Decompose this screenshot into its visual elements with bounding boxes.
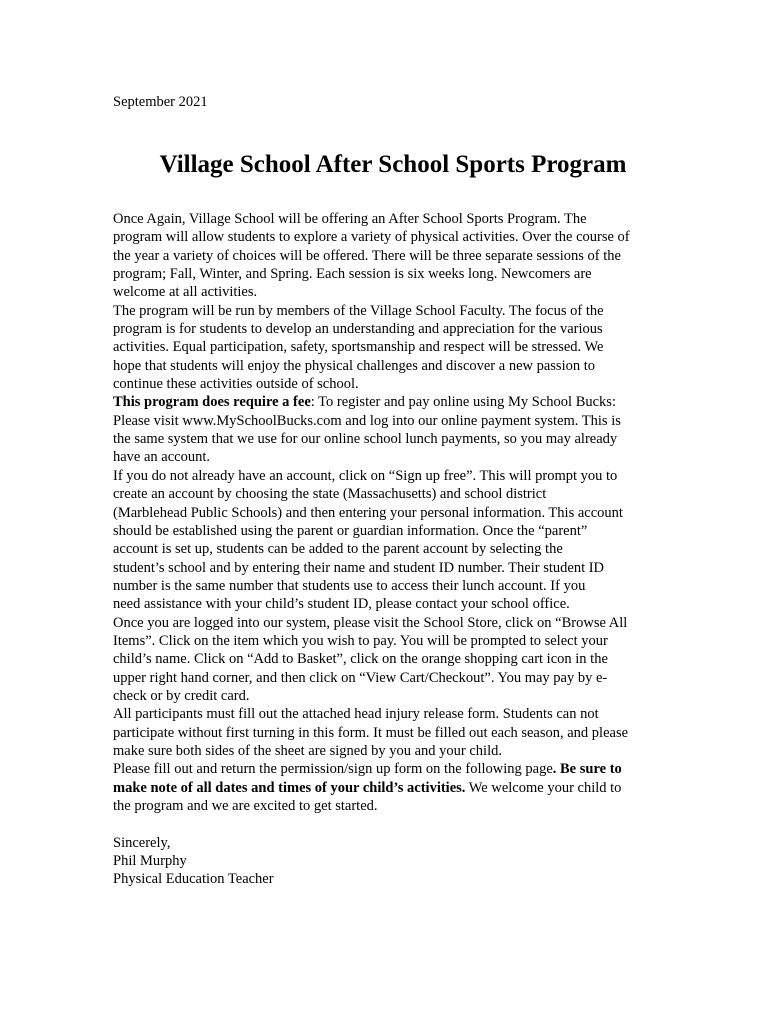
signer-title: Physical Education Teacher bbox=[113, 871, 274, 888]
text-line: upper right hand corner, and then click on “View Cart/Checkout”. You may pay by e- bbox=[113, 669, 608, 686]
text-line: Please visit www.MySchoolBucks.com and log into our online payment system. This is bbox=[113, 412, 621, 429]
paragraph-gap bbox=[113, 815, 673, 833]
paragraph-intro bbox=[113, 210, 673, 302]
text-line: program will allow students to explore a variety of physical activities. Over the course of bbox=[113, 229, 630, 246]
fee-instructions: : To register and pay online using My School Bucks: bbox=[310, 394, 616, 411]
paragraph-head-injury-form bbox=[113, 705, 673, 760]
fee-notice: This program does require a fee bbox=[113, 394, 311, 411]
permission-instructions: Please fill out and return the permission/sign up form on the following page bbox=[113, 761, 553, 778]
dates-reminder: make note of all dates and times of your child’s activities. bbox=[113, 779, 466, 796]
text-line: account is set up, students can be added to the parent account by selecting the bbox=[113, 541, 563, 558]
text-line bbox=[113, 760, 673, 778]
text-line: student’s school and by entering their name and student ID number. Their student ID bbox=[113, 559, 605, 576]
text-line: make sure both sides of the sheet are signed by you and your child. bbox=[113, 742, 502, 759]
text-line: the same system that we use for our online school lunch payments, so you may already bbox=[113, 431, 618, 448]
text-line: the program and we are excited to get started. bbox=[113, 798, 378, 814]
letter-title: Village School After School Sports Program bbox=[159, 151, 627, 178]
welcome-text: We welcome your child to bbox=[465, 779, 622, 796]
text-line: activities. Equal participation, safety, sportsmanship and respect will be stressed. We bbox=[113, 339, 604, 356]
paragraph-program-focus bbox=[113, 302, 673, 394]
paragraph-permission-form bbox=[113, 760, 673, 815]
signer-name: Phil Murphy bbox=[113, 853, 187, 870]
text-line: Items”. Click on the item which you wish to pay. You will be prompted to select your bbox=[113, 632, 608, 649]
text-line: program is for students to develop an understanding and appreciation for the various bbox=[113, 321, 603, 338]
text-line: continue these activities outside of school. bbox=[113, 376, 359, 393]
text-line: program; Fall, Winter, and Spring. Each session is six weeks long. Newcomers are bbox=[113, 266, 592, 283]
signature-block bbox=[113, 834, 673, 889]
text-line: welcome at all activities. bbox=[113, 284, 258, 301]
text-line: number is the same number that students use to access their lunch account. If you bbox=[113, 577, 586, 594]
text-line: check or by credit card. bbox=[113, 687, 250, 704]
text-line: Once Again, Village School will be offering an After School Sports Program. The bbox=[113, 211, 587, 227]
text-line: participate without first turning in this form. It must be filled out each season, and please bbox=[113, 724, 629, 741]
paragraph-fee bbox=[113, 393, 673, 466]
text-line: need assistance with your child’s student ID, please contact your school office. bbox=[113, 596, 570, 613]
text-line: have an account. bbox=[113, 449, 211, 466]
text-line: the year a variety of choices will be offered. There will be three separate sessions of the bbox=[113, 247, 621, 264]
closing: Sincerely, bbox=[113, 834, 171, 851]
text-line: If you do not already have an account, click on “Sign up free”. This will prompt you to bbox=[113, 467, 618, 484]
paragraph-account bbox=[113, 467, 673, 614]
text-line: create an account by choosing the state (Massachusetts) and school district bbox=[113, 486, 547, 503]
text-line: (Marblehead Public Schools) and then entering your personal information. This account bbox=[113, 504, 623, 521]
letter-date: September 2021 bbox=[113, 94, 208, 110]
dates-reminder-start: . Be sure to bbox=[552, 761, 622, 778]
text-line: Once you are logged into our system, please visit the School Store, click on “Browse All bbox=[113, 614, 628, 631]
text-line: hope that students will enjoy the physical challenges and discover a new passion to bbox=[113, 357, 596, 374]
text-line bbox=[113, 779, 673, 797]
letter-body bbox=[113, 210, 673, 889]
text-line: child’s name. Click on “Add to Basket”, click on the orange shopping cart icon in the bbox=[113, 651, 608, 668]
paragraph-school-store bbox=[113, 614, 673, 706]
text-line: should be established using the parent or guardian information. Once the “parent” bbox=[113, 522, 588, 539]
text-line: The program will be run by members of the Village School Faculty. The focus of the bbox=[113, 302, 604, 319]
text-line: All participants must fill out the attached head injury release form. Students can not bbox=[113, 706, 599, 723]
text-line bbox=[113, 393, 673, 411]
